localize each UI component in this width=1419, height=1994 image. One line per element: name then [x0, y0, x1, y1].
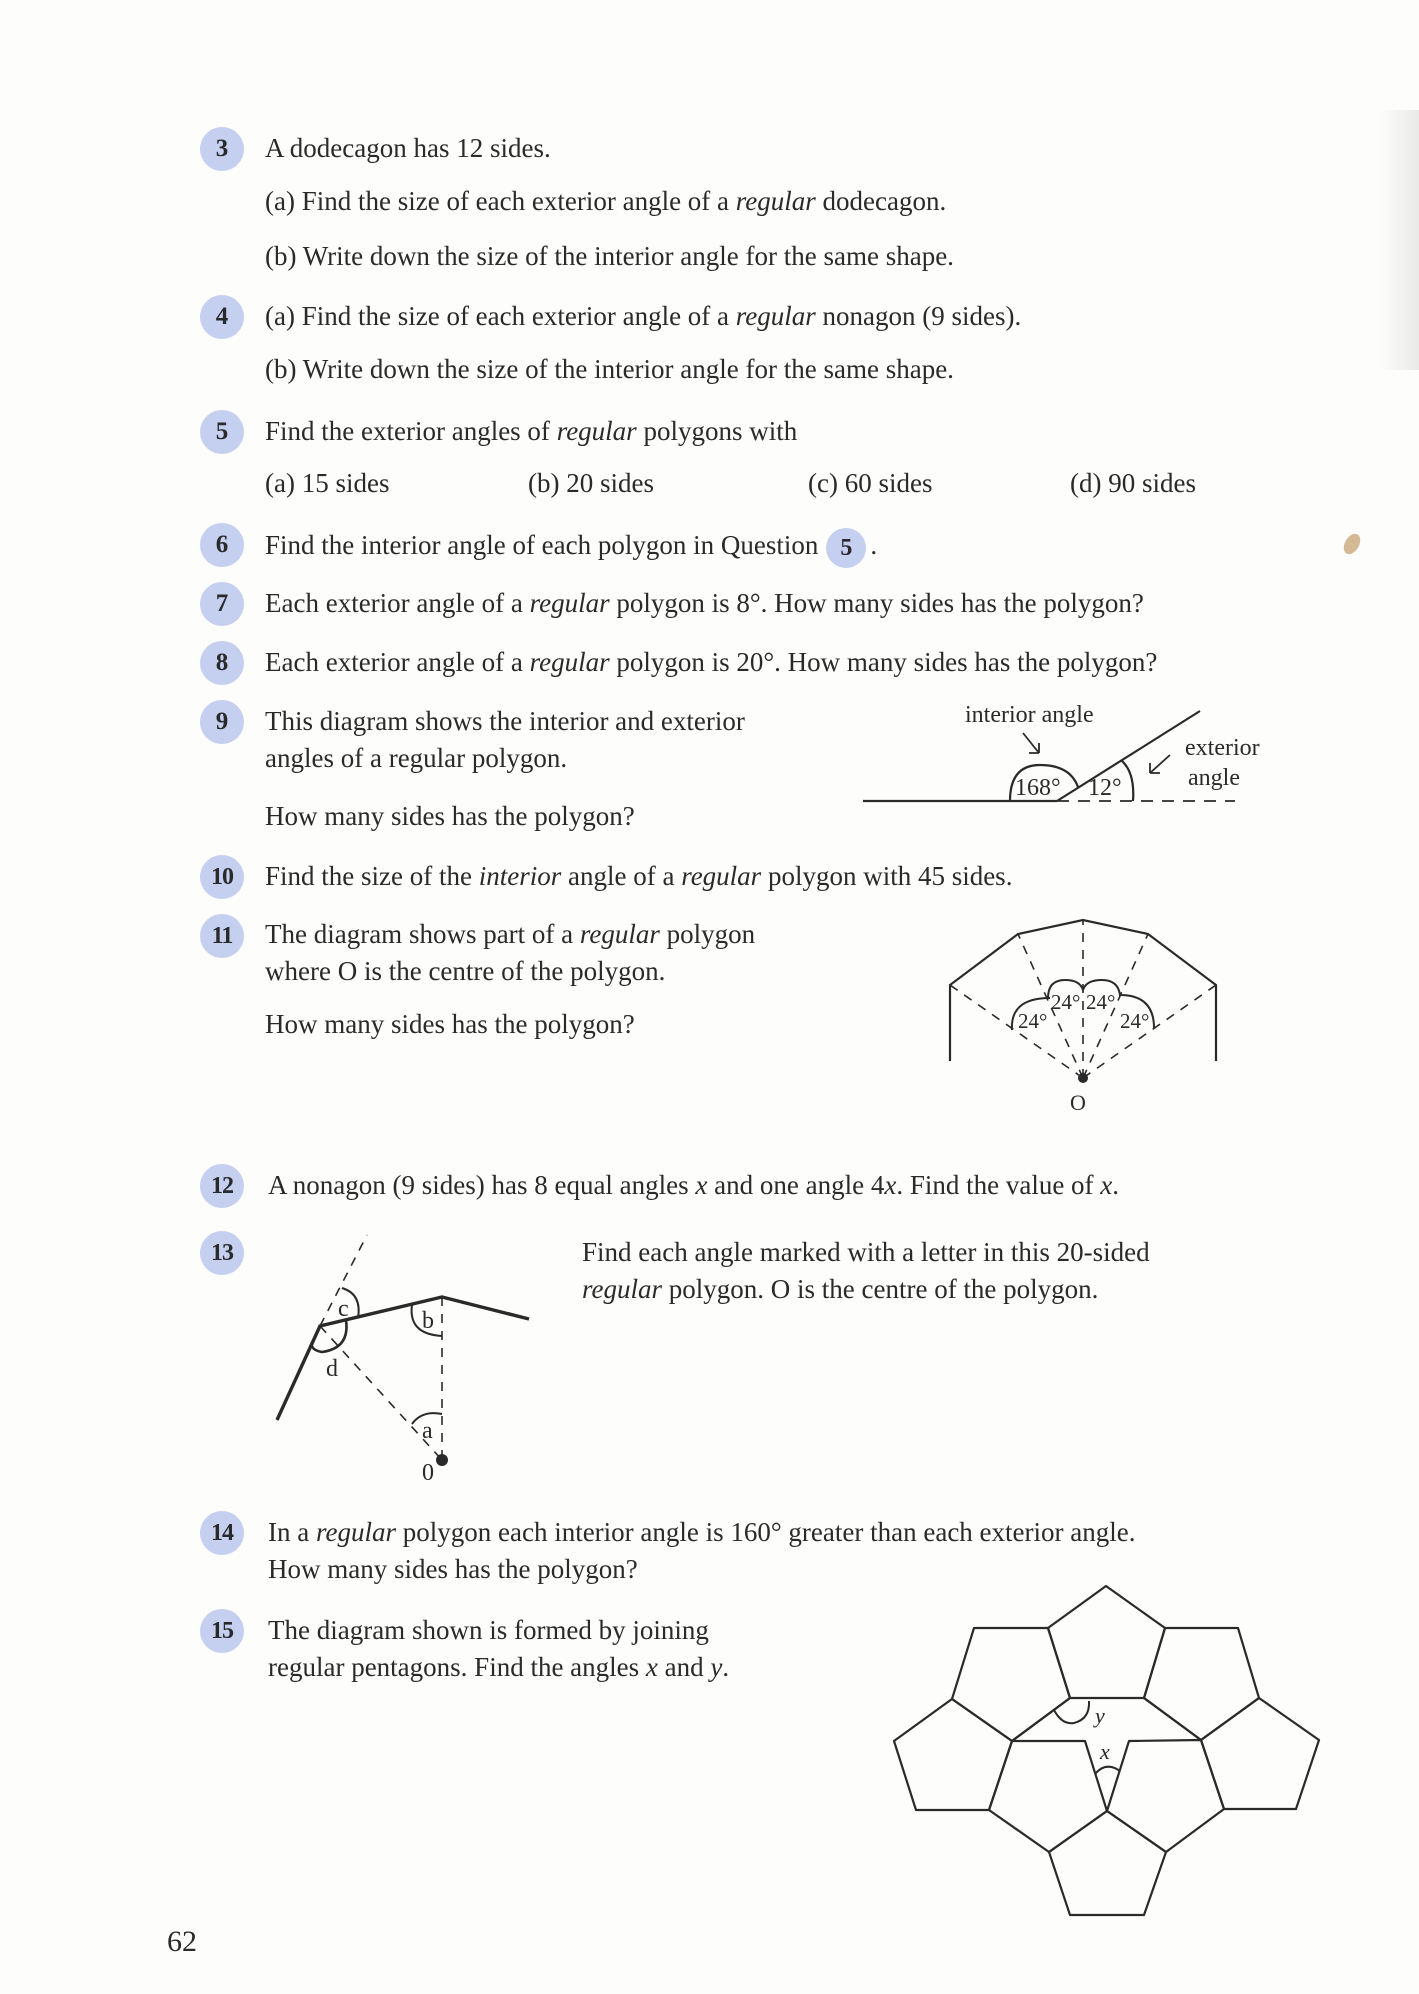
- q3-part-b: (b) Write down the size of the interior angle for the same shape.: [265, 241, 954, 271]
- variable: x: [1100, 1170, 1113, 1200]
- centre-point: [1078, 1073, 1088, 1083]
- text: .: [1112, 1170, 1120, 1200]
- q8-text: [265, 646, 1157, 678]
- pentagon-upper-left: [952, 1628, 1070, 1741]
- question-number: 6: [215, 531, 229, 558]
- emphasis: regular: [579, 919, 660, 949]
- question-number: 8: [215, 649, 229, 676]
- question-badge-3: [200, 127, 244, 171]
- text: Find the size of the: [265, 861, 479, 891]
- text: In a: [268, 1517, 316, 1547]
- question-badge-11: [200, 914, 244, 958]
- emphasis: interior: [478, 861, 562, 891]
- question-badge-15: [200, 1609, 244, 1653]
- angle-label-c: c: [338, 1296, 349, 1322]
- q13-line1: Find each angle marked with a letter in this 20-sided: [582, 1237, 1150, 1267]
- centre-label: O: [1070, 1090, 1086, 1115]
- angle-label-b: b: [422, 1308, 434, 1334]
- question-number: 15: [211, 1617, 233, 1644]
- exterior-value: 12°: [1088, 775, 1122, 801]
- q9-angle-diagram: [860, 695, 1290, 825]
- q11-line1: [265, 918, 755, 950]
- pentagon-bottom: [1049, 1811, 1166, 1915]
- text: and one angle 4: [707, 1170, 885, 1200]
- q5-option-c: (c) 60 sides: [808, 468, 933, 498]
- q9-line1: This diagram shows the interior and exterior: [265, 706, 745, 736]
- variable: x: [645, 1652, 658, 1682]
- question-number: 13: [211, 1239, 233, 1266]
- q5-option-b: (b) 20 sides: [528, 468, 654, 498]
- question-number: 4: [215, 303, 229, 330]
- q9-question: How many sides has the polygon?: [265, 801, 635, 831]
- emphasis: regular: [315, 1517, 396, 1547]
- text: nonagon (9 sides).: [815, 301, 1022, 331]
- q11-polygon-diagram: [940, 920, 1240, 1130]
- centre-point: [436, 1454, 448, 1466]
- text: polygon with 45 sides.: [761, 861, 1013, 891]
- exterior-label-2: angle: [1188, 765, 1240, 791]
- emphasis: regular: [529, 588, 610, 618]
- question-number: 5: [215, 418, 229, 445]
- pentagon-upper-right: [1144, 1628, 1259, 1740]
- emphasis: regular: [556, 416, 637, 446]
- angle-arc-y: [1054, 1701, 1089, 1723]
- page-number: 62: [167, 1925, 197, 1958]
- emphasis: regular: [529, 647, 610, 677]
- question-number: 14: [211, 1519, 233, 1546]
- angle-label-1: 24°: [1018, 1009, 1048, 1033]
- question-number: 12: [211, 1172, 233, 1199]
- exterior-label-1: exterior: [1185, 735, 1260, 761]
- text: polygon is 20°. How many sides has the polygon?: [609, 647, 1158, 677]
- q6-text: [265, 528, 877, 568]
- angle-label-2: 24°: [1051, 990, 1081, 1014]
- text: .: [722, 1652, 730, 1682]
- text: polygon: [659, 919, 756, 949]
- text: .: [870, 530, 878, 561]
- question-number: 11: [211, 922, 233, 949]
- text: A nonagon (9 sides) has 8 equal angles: [268, 1170, 696, 1200]
- text: regular pentagons. Find the angles: [268, 1652, 646, 1682]
- q3-text: A dodecagon has 12 sides.: [265, 133, 551, 163]
- question-number: 3: [215, 135, 229, 162]
- text: polygon. O is the centre of the polygon.: [662, 1274, 1099, 1304]
- question-badge-7: [200, 582, 244, 626]
- question-number: 10: [211, 863, 233, 890]
- question-number: 9: [215, 708, 229, 735]
- q5-option-a: (a) 15 sides: [265, 468, 390, 498]
- page-stain: [1340, 531, 1363, 557]
- interior-value: 168°: [1015, 775, 1061, 801]
- exterior-arc: [1122, 761, 1133, 801]
- interior-arrow-icon: [1023, 733, 1039, 753]
- question-ref-badge[interactable]: 5: [826, 528, 866, 568]
- text: Find the interior angle of each polygon in Question: [265, 530, 819, 561]
- question-badge-8: [200, 641, 244, 685]
- angle-label-4: 24°: [1120, 1009, 1150, 1033]
- text: Find the exterior angles of: [265, 416, 557, 446]
- question-badge-9: [200, 700, 244, 744]
- exterior-arrow-icon: [1150, 755, 1170, 773]
- question-badge-10: [200, 855, 244, 899]
- page-edge-shadow: [1379, 110, 1419, 370]
- q11-line2: where O is the centre of the polygon.: [265, 956, 666, 986]
- pentagon-lower-right: [1107, 1740, 1224, 1852]
- q15-pentagon-diagram: [890, 1585, 1340, 1915]
- question-number: 7: [215, 590, 229, 617]
- emphasis: regular: [681, 861, 762, 891]
- question-badge-12: [200, 1164, 244, 1208]
- pentagon-lower-left: [989, 1741, 1107, 1852]
- emphasis: regular: [582, 1274, 662, 1304]
- interior-angle-label: interior angle: [965, 702, 1094, 728]
- q14-line1: [268, 1516, 1135, 1548]
- q10-text: [265, 860, 1012, 892]
- q7-text: [265, 587, 1144, 619]
- polygon-edges: [277, 1297, 529, 1420]
- q4-part-b: (b) Write down the size of the interior angle for the same shape.: [265, 354, 954, 384]
- centre-label: 0: [422, 1460, 434, 1486]
- question-badge-6: [200, 523, 244, 567]
- q13-line2: [582, 1273, 1098, 1305]
- variable: x: [695, 1170, 708, 1200]
- text: . Find the value of: [896, 1170, 1101, 1200]
- variable: y: [710, 1652, 723, 1682]
- q15-line1: The diagram shown is formed by joining: [268, 1615, 709, 1645]
- question-badge-5: [200, 410, 244, 454]
- q5-text: [265, 415, 797, 447]
- emphasis: regular: [735, 301, 816, 331]
- text: and: [657, 1652, 711, 1682]
- angle-label-3: 24°: [1086, 990, 1116, 1014]
- text: (a) Find the size of each exterior angle of a: [265, 186, 736, 216]
- question-badge-14: [200, 1511, 244, 1555]
- angle-label-y: y: [1095, 1703, 1105, 1728]
- q14-line2: How many sides has the polygon?: [268, 1554, 638, 1584]
- angle-label-x: x: [1100, 1739, 1110, 1764]
- text: (a) Find the size of each exterior angle of a: [265, 301, 736, 331]
- question-badge-13: [200, 1231, 244, 1275]
- text: polygon is 8°. How many sides has the polygon?: [609, 588, 1144, 618]
- text: Each exterior angle of a: [265, 588, 530, 618]
- text: dodecagon.: [815, 186, 947, 216]
- text: polygons with: [636, 416, 798, 446]
- angle-label-d: d: [326, 1356, 338, 1382]
- radius-lines: [950, 920, 1216, 1078]
- q11-question: How many sides has the polygon?: [265, 1009, 635, 1039]
- q9-line2: angles of a regular polygon.: [265, 743, 568, 773]
- emphasis: regular: [735, 186, 816, 216]
- text: The diagram shows part of a: [265, 919, 580, 949]
- gap-edge-right: [1144, 1698, 1201, 1740]
- q3-part-a: [265, 185, 946, 217]
- variable: x: [884, 1170, 897, 1200]
- q15-line2: [268, 1651, 729, 1683]
- q12-text: [268, 1169, 1119, 1201]
- text: polygon each interior angle is 160° greater than each exterior angle.: [395, 1517, 1136, 1547]
- angle-arc-x: [1095, 1767, 1120, 1774]
- q13-polygon-diagram: [260, 1230, 560, 1510]
- q5-option-d: (d) 90 sides: [1070, 468, 1196, 498]
- question-badge-4: [200, 295, 244, 339]
- text: Each exterior angle of a: [265, 647, 530, 677]
- q4-part-a: [265, 300, 1021, 332]
- angle-label-a: a: [422, 1418, 433, 1444]
- text: angle of a: [561, 861, 682, 891]
